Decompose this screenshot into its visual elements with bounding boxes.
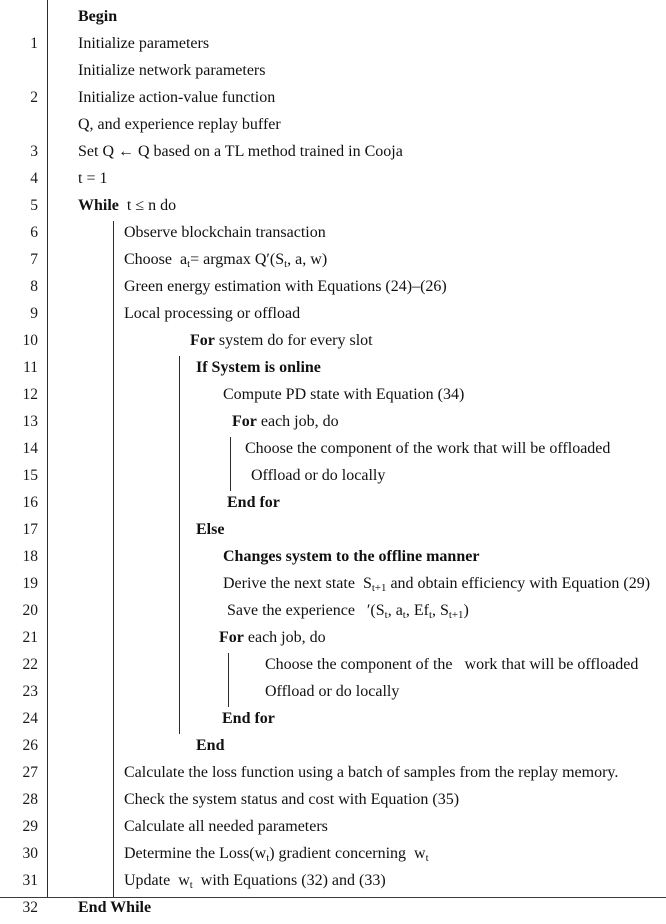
step-line-number: 17: [22, 521, 38, 538]
step-text: Offload or do locally: [251, 467, 386, 484]
step-line-number: 32: [22, 899, 38, 916]
algorithm-step-row: [0, 543, 666, 570]
step-line-number: 2: [30, 89, 38, 106]
algorithm-step-row: [0, 705, 666, 732]
step-line-number: 23: [22, 683, 38, 700]
step-text: Save the experience $'(S_t$, $a_t$, $Ef_t$, $S_{t+1}$): [227, 602, 469, 622]
algorithm-step-row: [0, 597, 666, 624]
algorithm-step-row: [0, 138, 666, 165]
step-line-number: 8: [30, 278, 38, 295]
algorithm-step-row: [0, 300, 666, 327]
step-line-number: 18: [22, 548, 38, 565]
algorithm-step-row: [0, 570, 666, 597]
for-system-body-rule: [179, 356, 180, 734]
algorithm-step-row: [0, 435, 666, 462]
algorithm-step-row: [0, 516, 666, 543]
step-line-number: 11: [23, 359, 38, 376]
algorithm-step-row: [0, 57, 666, 84]
step-text: Else: [196, 521, 225, 538]
algorithm-step-row: [0, 732, 666, 759]
step-line-number: 6: [30, 224, 38, 241]
step-text: Calculate the loss function using a batch of samples from the replay memory.: [124, 764, 619, 781]
step-text: Derive the next state $S_{t+1}$ and obtain efficiency with Equation (29): [223, 575, 651, 595]
step-line-number: 9: [30, 305, 38, 322]
step-line-number: 3: [30, 143, 38, 160]
step-text: Choose the component of the work that will be offloaded: [265, 656, 639, 673]
step-text: Check the system status and cost with Equation (35): [124, 791, 460, 808]
step-line-number: 31: [22, 872, 38, 889]
step-text: Update $w_t$ with Equations (32) and (33): [124, 872, 386, 892]
step-line-number: 12: [22, 386, 38, 403]
step-line-number: 21: [22, 629, 38, 646]
step-line-number: 13: [22, 413, 38, 430]
step-line-number: 19: [22, 575, 38, 592]
step-text: Initialize network parameters: [78, 62, 266, 79]
step-line-number: 27: [22, 764, 38, 781]
step-text: End: [196, 737, 225, 754]
inner-for-body-rule-2: [228, 653, 229, 707]
step-text: Local processing or offload: [124, 305, 301, 322]
step-line-number: 1: [30, 35, 38, 52]
algorithm-step-row: [0, 894, 666, 921]
gutter-rule: [47, 0, 48, 897]
step-line-number: 29: [22, 818, 38, 835]
algorithm-step-row: [0, 624, 666, 651]
algorithm-step-row: [0, 111, 666, 138]
algorithm-step-row: [0, 813, 666, 840]
algorithm-step-row: [0, 219, 666, 246]
step-text: Compute PD state with Equation (34): [223, 386, 465, 403]
algorithm-step-row: [0, 30, 666, 57]
algorithm-step-row: [0, 408, 666, 435]
bottom-separator-rule: [0, 897, 666, 898]
step-line-number: 15: [22, 467, 38, 484]
algorithm-step-row: [0, 651, 666, 678]
algorithm-step-row: [0, 246, 666, 273]
step-text: Begin: [78, 8, 118, 25]
step-text: Set Q ← Q based on a TL method trained in Cooja: [78, 143, 403, 160]
algorithm-step-row: [0, 786, 666, 813]
step-line-number: 24: [22, 710, 38, 727]
algorithm-step-row: [0, 462, 666, 489]
step-text: Offload or do locally: [265, 683, 400, 700]
algorithm-step-row: [0, 273, 666, 300]
step-text: Choose $a_t= argmax$ $Q'(S_t$, a, w): [124, 251, 328, 271]
algorithm-step-row: [0, 759, 666, 786]
step-text: End for: [222, 710, 275, 727]
step-text: Green energy estimation with Equations (24)–(26): [124, 278, 447, 295]
step-line-number: 4: [30, 170, 38, 187]
step-line-number: 20: [22, 602, 38, 619]
step-text: For each job, do: [219, 629, 326, 646]
step-text: For each job, do: [232, 413, 339, 430]
step-text: Calculate all needed parameters: [124, 818, 328, 835]
step-line-number: 26: [22, 737, 38, 754]
algorithm-step-row: [0, 3, 666, 30]
step-line-number: 28: [22, 791, 38, 808]
step-line-number: 30: [22, 845, 38, 862]
step-text: Initialize parameters: [78, 35, 210, 52]
step-text: Determine the $Loss(w_t)$ gradient concerning $w_t$: [124, 845, 429, 865]
step-text: Initialize action-value function: [78, 89, 276, 106]
step-line-number: 7: [30, 251, 38, 268]
step-text: For system do for every slot: [190, 332, 373, 349]
algorithm-step-row: [0, 867, 666, 894]
step-text: Q, and experience replay buffer: [78, 116, 281, 133]
step-text: While t ≤ n do: [78, 197, 177, 214]
while-body-rule: [113, 221, 114, 897]
algorithm-step-row: [0, 327, 666, 354]
step-text: End While: [78, 899, 152, 916]
step-text: Observe blockchain transaction: [124, 224, 326, 241]
step-line-number: 16: [22, 494, 38, 511]
algorithm-step-row: [0, 354, 666, 381]
algorithm-step-row: [0, 489, 666, 516]
step-text: End for: [227, 494, 280, 511]
step-line-number: 10: [22, 332, 38, 349]
step-line-number: 5: [30, 197, 38, 214]
step-text: If System is online: [196, 359, 321, 376]
step-text: t = 1: [78, 170, 108, 187]
algorithm-step-row: [0, 678, 666, 705]
algorithm-step-row: [0, 84, 666, 111]
algorithm-step-row: [0, 165, 666, 192]
algorithm-step-row: [0, 192, 666, 219]
step-text: Changes system to the offline manner: [223, 548, 480, 565]
step-text: Choose the component of the work that will be offloaded: [245, 440, 611, 457]
step-line-number: 14: [22, 440, 38, 457]
algorithm-step-row: [0, 381, 666, 408]
step-line-number: 22: [22, 656, 38, 673]
algorithm-step-row: [0, 840, 666, 867]
inner-for-body-rule-1: [230, 437, 231, 491]
